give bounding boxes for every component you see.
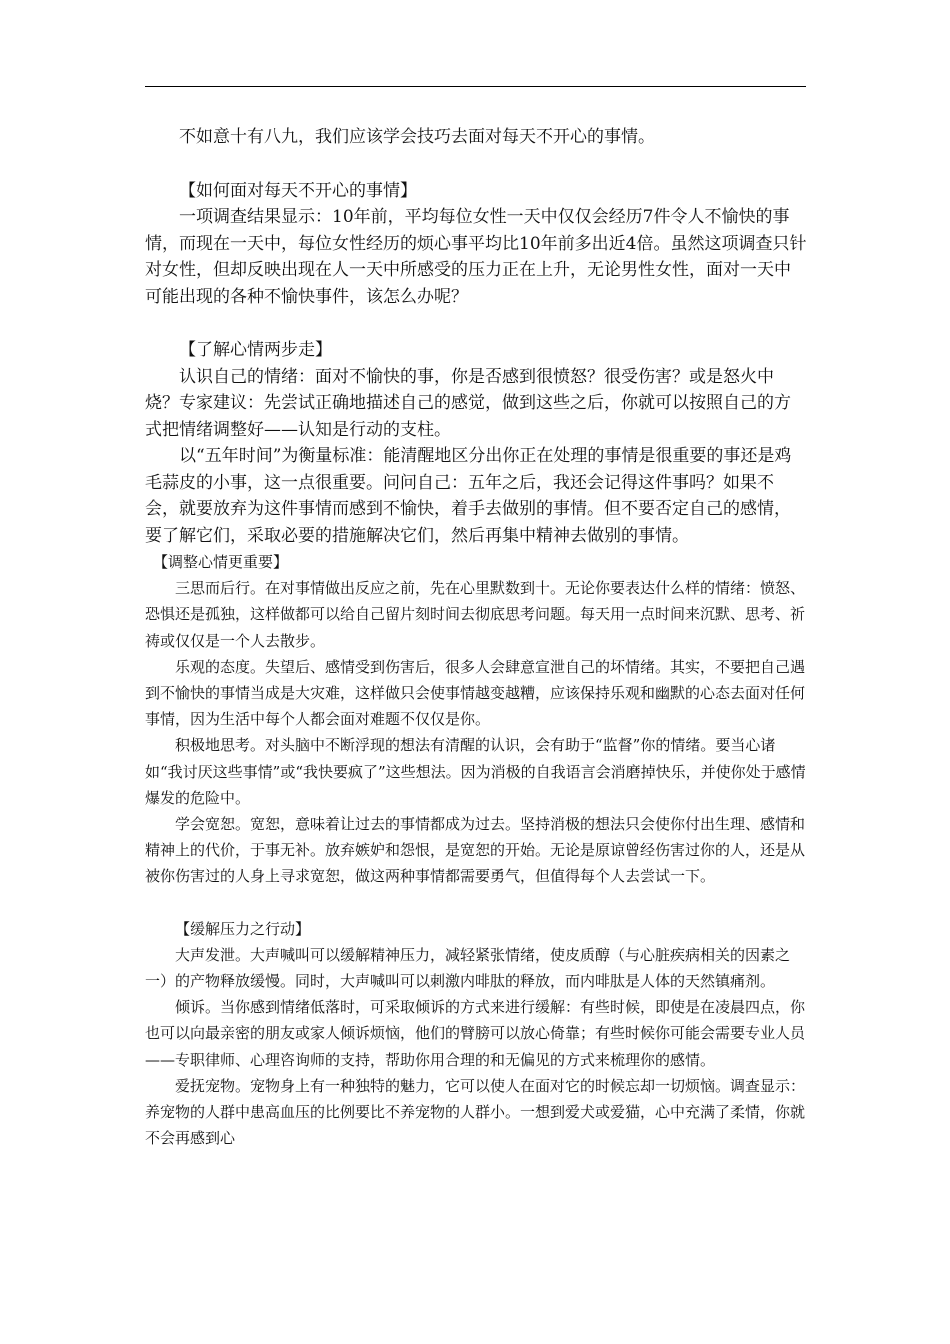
section-heading: 【调整心情更重要】: [153, 553, 289, 571]
header-rule: [145, 86, 806, 87]
body-paragraph: 大声发泄。大声喊叫可以缓解精神压力，减轻紧张情绪，使皮质醇（与心脏疾病相关的因素之一）的产物释放缓慢。同时，大声喊叫可以刺激内啡肽的释放，而内啡肽是人体的天然镇痛剂。: [145, 945, 791, 991]
section-heading: 【缓解压力之行动】: [175, 919, 311, 938]
body-paragraph: 以“五年时间”为衡量标准：能清醒地区分出你正在处理的事情是很重要的事还是鸡毛蒜皮的小事，这一点很重要。问问自己：五年之后，我还会记得这件事吗？如果不会，就要放弃为这件事情而感到不愉快，着手去做别的事情。但不要否定自己的感情，要了解它们，采取必要的措施解决它们，然后再集中精神去做别的事情。: [145, 446, 792, 546]
document-body: [145, 124, 807, 1151]
section-heading: 【如何面对每天不开心的事情】: [179, 180, 417, 201]
body-paragraph: 认识自己的情绪：面对不愉快的事，你是否感到很愤怒？很受伤害？或是怒火中烧？专家建议：先尝试正确地描述自己的感觉，做到这些之后，你就可以按照自己的方式把情绪调整好——认知是行动的支柱。: [145, 366, 791, 440]
body-paragraph: 爱抚宠物。宠物身上有一种独特的魅力，它可以使人在面对它的时候忘却一切烦恼。调查显示：养宠物的人群中患高血压的比例要比不养宠物的人群小。一想到爱犬或爱猫，心中充满了柔情，你就不会再感到心: [145, 1076, 806, 1148]
section-heading: 【了解心情两步走】: [179, 340, 332, 360]
body-paragraph: 乐观的态度。失望后、感情受到伤害后，很多人会肆意宣泄自己的坏情绪。其实，不要把自己遇到不愉快的事情当成是大灾难，这样做只会使事情越变越糟，应该保持乐观和幽默的心态去面对任何事情，因为生活中每个人都会面对难题不仅仅是你。: [145, 657, 806, 729]
body-paragraph: 倾诉。当你感到情绪低落时，可采取倾诉的方式来进行缓解：有些时候，即使是在凌晨四点，你也可以向最亲密的朋友或家人倾诉烦恼，他们的臂膀可以放心倚靠；有些时候你可能会需要专业人员——专职律师、心理咨询师的支持，帮助你用合理的和无偏见的方式来梳理你的感情。: [145, 998, 806, 1069]
body-paragraph: 学会宽恕。宽恕，意味着让过去的事情都成为过去。坚持消极的想法只会使你付出生理、感情和精神上的代价，于事无补。放弃嫉妒和怨恨，是宽恕的开始。无论是原谅曾经伤害过你的人，还是从被你伤害过的人身上寻求宽恕，做这两种事情都需要勇气，但值得每个人去尝试一下。: [145, 815, 806, 886]
body-paragraph: 三思而后行。在对事情做出反应之前，先在心里默数到十。无论你要表达什么样的情绪：愤怒、恐惧还是孤独，这样做都可以给自己留片刻时间去彻底思考问题。每天用一点时间来沉默、思考、祈祷或仅仅是一个人去散步。: [145, 579, 806, 650]
body-paragraph: 一项调查结果显示：10年前，平均每位女性一天中仅仅会经历7件令人不愉快的事情，而现在一天中，每位女性经历的烦心事平均比10年前多出近4倍。虽然这项调查只针对女性，但却反映出现在人一天中所感受的压力正在上升，无论男性女性，面对一天中可能出现的各种不愉快事件，该怎么办呢？: [145, 207, 807, 307]
intro-paragraph: 不如意十有八九，我们应该学会技巧去面对每天不开心的事情。: [179, 127, 655, 147]
body-paragraph: 积极地思考。对头脑中不断浮现的想法有清醒的认识，会有助于“监督”你的情绪。要当心诸如“我讨厌这些事情”或“我快要疯了”这些想法。因为消极的自我语言会消磨掉快乐，并使你处于感情爆发的危险中。: [145, 736, 806, 807]
